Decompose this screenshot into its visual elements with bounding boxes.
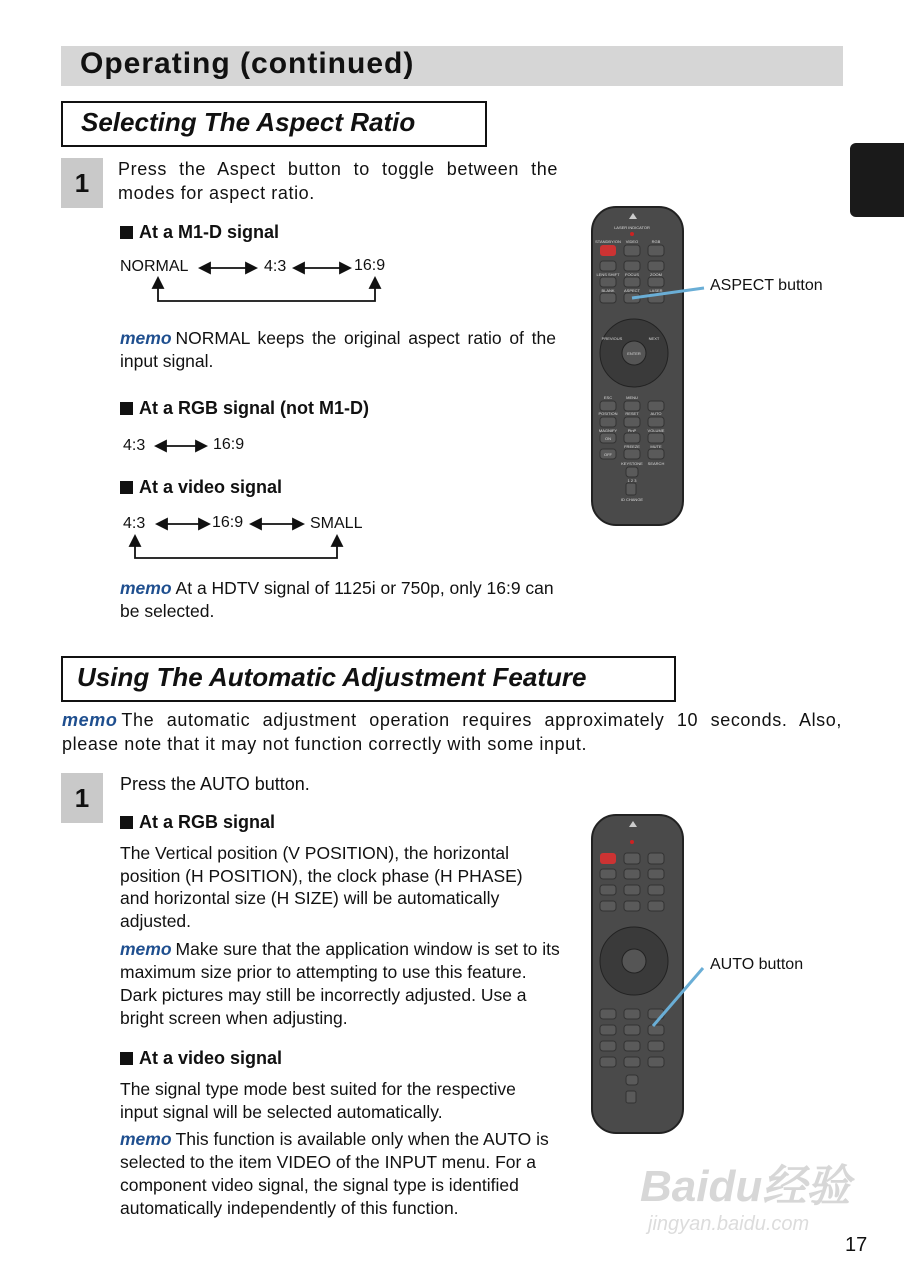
rgb-arrow [150, 436, 220, 456]
auto-video-text: The signal type mode best suited for the respective input signal will be selected automatically. [120, 1079, 516, 1122]
auto-rgb-text: The Vertical position (V POSITION), the horizontal position (H POSITION), the clock phase (H PHASE) and horizontal size (H SIZE) will be automatically adjusted. [120, 843, 523, 931]
remote-label-position: POSITION [598, 411, 618, 416]
aspect-button-callout: ASPECT button [710, 277, 823, 294]
remote-label-enter: ENTER [627, 351, 641, 356]
page-number: 17 [845, 1234, 868, 1256]
remote-label-volume: VOLUME [647, 428, 665, 433]
video-heading: At a video signal [120, 477, 282, 498]
remote-label-lens: LENS SHIFT [596, 272, 620, 277]
remote-label-next: NEXT [648, 336, 660, 341]
auto-video-memo: memo This function is available only when the AUTO is selected to the item VIDEO of the INPUT menu. For a component video signal, the signal type is identified automatically independently of this function. [120, 1129, 549, 1218]
remote-label-esc: ESC [603, 395, 613, 400]
bullet-square-icon [120, 402, 133, 415]
memo-normal: memo NORMAL keeps the original aspect ratio of the input signal. [120, 328, 556, 371]
auto-callout-line [645, 960, 710, 1032]
baidu-watermark-logo: Baidu经验 [640, 1162, 851, 1211]
page-title: Operating (continued) [80, 47, 415, 80]
seq-rgb-16-9: 16:9 [213, 436, 245, 453]
remote-label-search: SEARCH [647, 461, 665, 466]
step-text: Press the Aspect button to toggle between the modes for aspect ratio. [118, 159, 558, 203]
section-title-2: Using The Automatic Adjustment Feature [77, 662, 587, 692]
auto-rgb-heading: At a RGB signal [120, 812, 275, 833]
remote-label-menu: MENU [626, 395, 638, 400]
remote-control-illustration-aspect [590, 205, 685, 527]
remote-label-auto: AUTO [650, 411, 662, 416]
remote-label-zoom: ZOOM [650, 272, 662, 277]
remote-label-standby: STANDBY/ON [595, 239, 621, 244]
step-number: 1 [61, 158, 103, 208]
remote-label-id-change: ID CHANGE [620, 497, 644, 502]
seq-4-3: 4:3 [264, 258, 287, 275]
memo-hdtv: memo At a HDTV signal of 1125i or 750p, only 16:9 can be selected. [120, 578, 554, 621]
step-text-2: Press the AUTO button. [120, 774, 310, 794]
section-title: Selecting The Aspect Ratio [81, 107, 416, 137]
remote-label-off: OFF [604, 452, 612, 457]
seq-video-4-3: 4:3 [123, 515, 146, 532]
section-title-box-2 [61, 656, 676, 702]
m1d-arrows-diagram [150, 258, 390, 308]
section-title-box [61, 101, 487, 147]
remote-label-previous: PREVIOUS [601, 336, 623, 341]
bullet-square-icon [120, 1052, 133, 1065]
auto-button-callout: AUTO button [710, 956, 804, 973]
video-arrows-diagram [125, 514, 355, 564]
remote-label-pinp: PinP [627, 428, 637, 433]
remote-label-focus: FOCUS [625, 272, 639, 277]
auto-video-heading: At a video signal [120, 1048, 282, 1069]
remote-label-laserbtn: LASER [649, 288, 663, 293]
remote-label-rgb: RGB [651, 239, 661, 244]
remote-label-mute: MUTE [650, 444, 662, 449]
remote-label-aspect: ASPECT [623, 288, 641, 293]
remote-label-magnify: MAGNIFY [598, 428, 618, 433]
remote-label-laser: LASER INDICATOR [614, 225, 650, 230]
m1d-heading: At a M1-D signal [120, 222, 279, 243]
seq-normal: NORMAL [120, 258, 189, 275]
remote-label-reset: RESET [625, 411, 639, 416]
seq-16-9: 16:9 [354, 257, 386, 274]
memo-intro: memo The automatic adjustment operation requires approximately 10 seconds. Also, please note that it may not function correctly with some input. [62, 710, 842, 754]
remote-label-keystone: KEYSTONE [621, 461, 643, 466]
seq-rgb-4-3: 4:3 [123, 437, 146, 454]
baidu-watermark-url: jingyan.baidu.com [648, 1213, 810, 1235]
aspect-callout-line [620, 280, 710, 304]
seq-video-16-9: 16:9 [212, 514, 244, 531]
remote-label-blank: BLANK [601, 288, 615, 293]
bullet-square-icon [120, 481, 133, 494]
rgb-heading: At a RGB signal (not M1-D) [120, 398, 369, 419]
remote-label-id: 1 2 3 [627, 478, 637, 483]
bullet-square-icon [120, 226, 133, 239]
auto-rgb-memo: memo Make sure that the application window is set to its maximum size prior to attempting to use this feature. Dark pictures may still be incorrectly adjusted. Use a bright screen when adjusting. [120, 939, 560, 1028]
remote-label-freeze: FREEZE [624, 444, 640, 449]
bullet-square-icon [120, 816, 133, 829]
remote-label-video: VIDEO [625, 239, 639, 244]
seq-video-small: SMALL [310, 515, 363, 532]
step-number-2: 1 [61, 773, 103, 823]
side-tab-marker [850, 143, 904, 217]
remote-label-on: ON [605, 436, 611, 441]
